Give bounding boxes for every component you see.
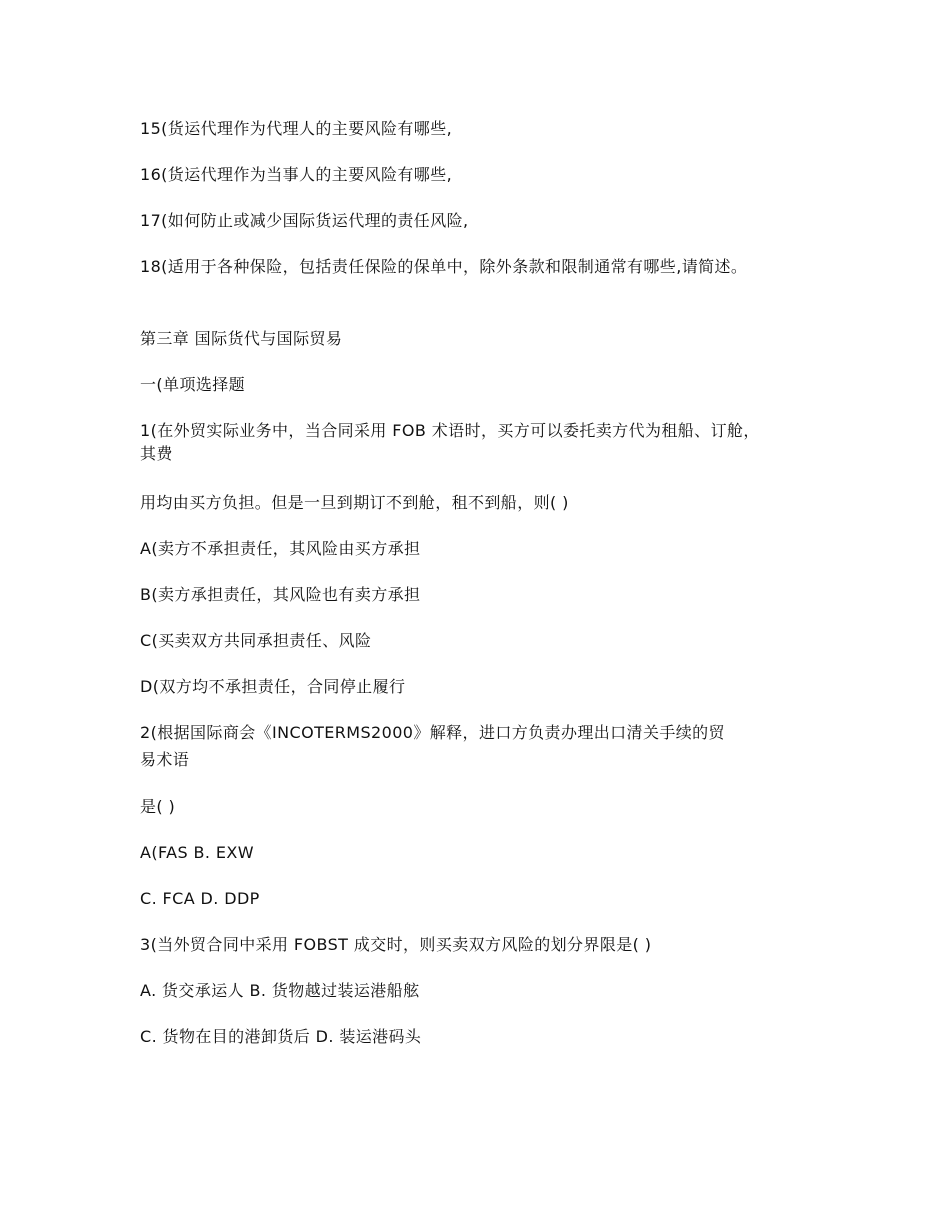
question-1-option-d: D(双方均不承担责任，合同停止履行: [140, 677, 406, 696]
question-2-line-3: 是( ): [140, 797, 176, 816]
question-1-line-1: 1(在外贸实际业务中，当合同采用 FOB 术语时，买方可以委托卖方代为租船、订舱，: [140, 421, 760, 440]
chapter-title: 第三章 国际货代与国际贸易: [140, 329, 343, 348]
question-3-options-ab: A. 货交承运人 B. 货物越过装运港船舷: [140, 981, 420, 1000]
question-2-line-1: 2(根据国际商会《INCOTERMS2000》解释，进口方负责办理出口清关手续的贸: [140, 723, 725, 742]
question-17: 17(如何防止或减少国际货运代理的责任风险,: [140, 211, 469, 230]
question-3-options-cd: C. 货物在目的港卸货后 D. 装运港码头: [140, 1027, 422, 1046]
question-1-option-c: C(买卖双方共同承担责任、风险: [140, 631, 372, 650]
question-1-line-2: 其费: [140, 444, 173, 463]
question-3: 3(当外贸合同中采用 FOBST 成交时，则买卖双方风险的划分界限是( ): [140, 935, 652, 954]
question-1-line-3: 用均由买方负担。但是一旦到期订不到舱，租不到船，则( ): [140, 493, 569, 512]
question-2-options-ab: A(FAS B. EXW: [140, 843, 254, 862]
section-title: 一(单项选择题: [140, 375, 246, 394]
question-15: 15(货运代理作为代理人的主要风险有哪些,: [140, 119, 453, 138]
question-1-option-b: B(卖方承担责任，其风险也有卖方承担: [140, 585, 421, 604]
question-1-option-a: A(卖方不承担责任，其风险由买方承担: [140, 539, 421, 558]
question-16: 16(货运代理作为当事人的主要风险有哪些,: [140, 165, 453, 184]
question-2-line-2: 易术语: [140, 750, 190, 769]
question-18: 18(适用于各种保险，包括责任保险的保单中，除外条款和限制通常有哪些,请简述。: [140, 257, 748, 276]
question-2-options-cd: C. FCA D. DDP: [140, 889, 260, 908]
